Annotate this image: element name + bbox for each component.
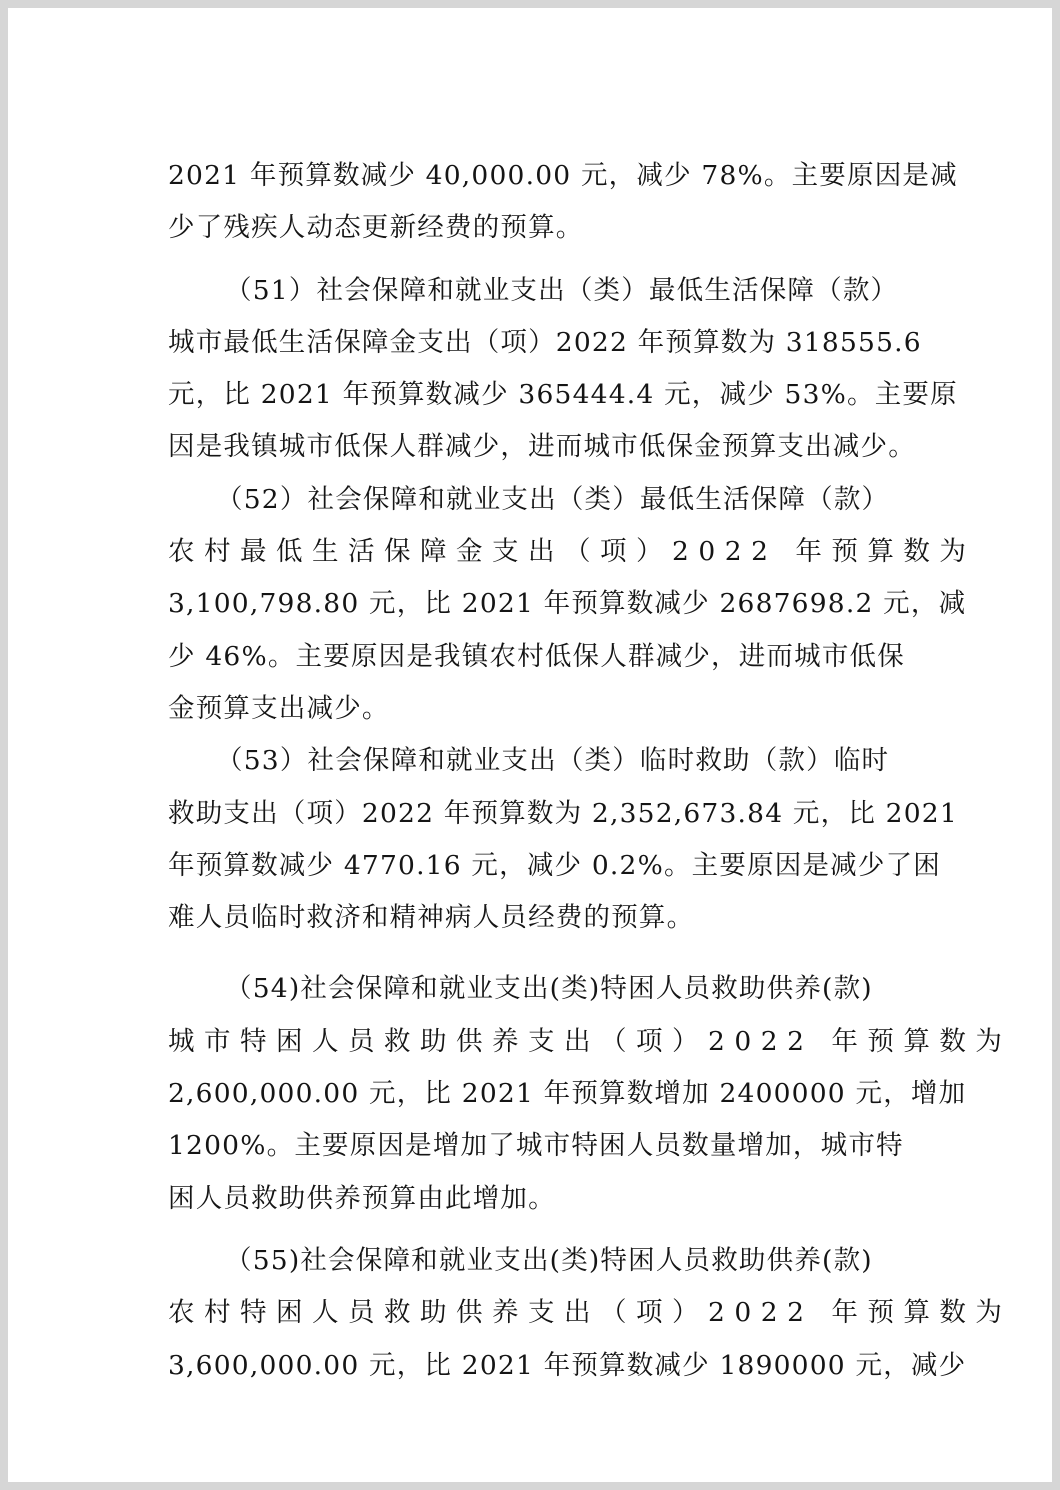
text-line: 元，比 2021 年预算数减少 365444.4 元，减少 53%。主要原 — [168, 379, 958, 411]
text-line: 因是我镇城市低保人群减少，进而城市低保金预算支出减少。 — [168, 431, 916, 463]
text-line: 城市最低生活保障金支出（项）2022 年预算数为 318555.6 — [168, 326, 922, 358]
paragraph-50-continued — [168, 150, 958, 255]
document-body — [168, 150, 1012, 1392]
text-line: 3,600,000.00 元，比 2021 年预算数减少 1890000 元，减少 — [168, 1349, 967, 1381]
text-line: 城市特困人员救助供养支出（项）2022 年预算数为 — [168, 1025, 1012, 1057]
text-line: 年预算数减少 4770.16 元，减少 0.2%。主要原因是减少了困 — [168, 849, 941, 881]
paragraph-52 — [168, 474, 976, 735]
text-line: 困人员救助供养预算由此增加。 — [168, 1182, 556, 1214]
text-line: 2021 年预算数减少 40,000.00 元，减少 78%。主要原因是减 — [168, 160, 958, 191]
text-line: （54)社会保障和就业支出(类)特困人员救助供养(款) — [225, 973, 873, 1005]
text-line: 少 46%。主要原因是我镇农村低保人群减少，进而城市低保 — [168, 640, 905, 672]
text-line: （55)社会保障和就业支出(类)特困人员救助供养(款) — [225, 1244, 873, 1276]
paragraph-54 — [168, 963, 1012, 1224]
text-line: 少了残疾人动态更新经费的预算。 — [168, 212, 584, 244]
paragraph-51 — [168, 265, 958, 474]
text-line: （53）社会保障和就业支出（类）临时救助（款）临时 — [216, 745, 890, 777]
text-line: 难人员临时救济和精神病人员经费的预算。 — [168, 902, 695, 934]
text-line: 救助支出（项）2022 年预算数为 2,352,673.84 元，比 2021 — [168, 797, 958, 829]
text-line: （52）社会保障和就业支出（类）最低生活保障（款） — [216, 483, 890, 515]
text-line: 农村特困人员救助供养支出（项）2022 年预算数为 — [168, 1297, 1012, 1329]
text-line: （51）社会保障和就业支出（类）最低生活保障（款） — [225, 274, 899, 306]
text-line: 3,100,798.80 元，比 2021 年预算数减少 2687698.2 元，减 — [168, 588, 967, 620]
text-line: 2,600,000.00 元，比 2021 年预算数增加 2400000 元，增加 — [168, 1078, 967, 1110]
paragraph-55 — [168, 1235, 1012, 1392]
paragraph-53 — [168, 735, 958, 944]
text-line: 金预算支出减少。 — [168, 692, 390, 724]
text-line: 农村最低生活保障金支出（项）2022 年预算数为 — [168, 536, 976, 568]
text-line: 1200%。主要原因是增加了城市特困人员数量增加，城市特 — [168, 1130, 904, 1162]
document-page — [8, 8, 1052, 1482]
